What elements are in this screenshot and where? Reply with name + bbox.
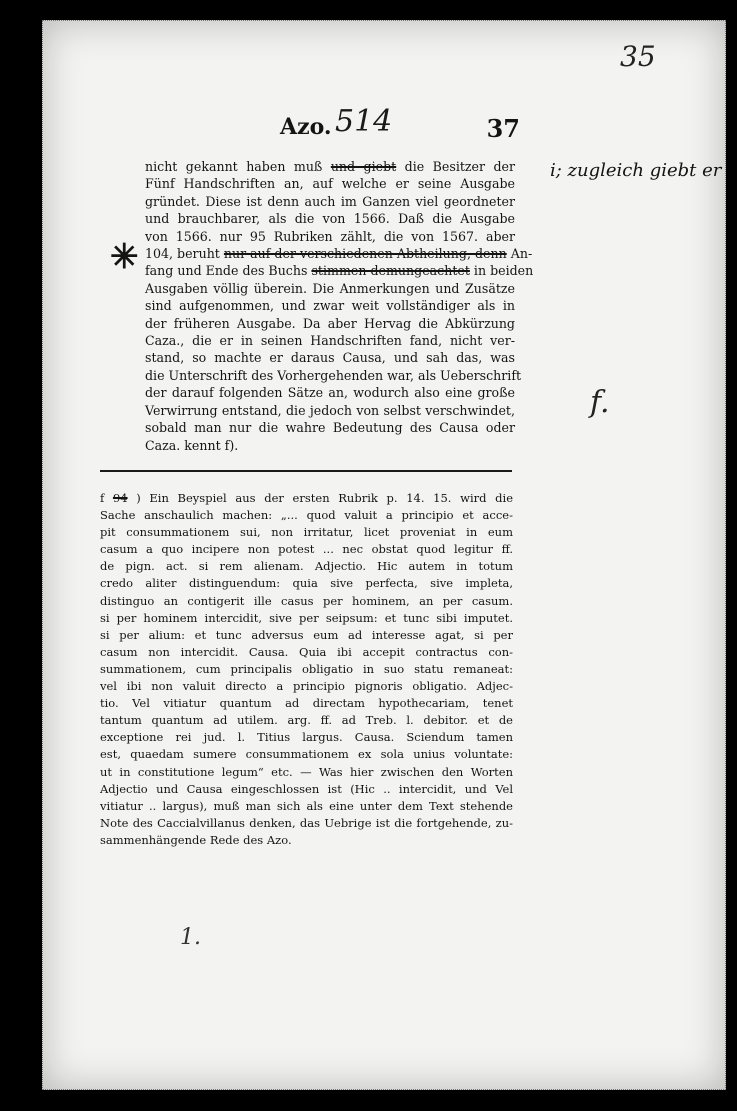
- footnote-line: [100, 815, 513, 832]
- text-line: [145, 384, 515, 401]
- text-line: [145, 193, 515, 210]
- footnote-line: [100, 558, 513, 575]
- text-line: [145, 158, 515, 175]
- text-line-text: Caza. kennt f).: [145, 437, 239, 453]
- footnote-line: [100, 610, 513, 627]
- footnote-line: [100, 764, 513, 781]
- footnote-line: [100, 490, 513, 507]
- footnote-line-text: si per alium: et tunc adversus eum ad interesse agat, si per: [100, 627, 513, 642]
- text-line-text: 104, beruht: [145, 246, 220, 262]
- handwritten-number: 514: [335, 104, 393, 139]
- footnote-line-text: exceptione rei jud. l. Titius largus. Causa. Sciendum tamen: [100, 730, 513, 745]
- asterisk-mark: ✳: [110, 237, 139, 277]
- footnote-line-text: distinguo an contigerit ille casus per hominem, an per casum.: [100, 593, 513, 608]
- footnote-line-text: f: [100, 491, 105, 505]
- text-line-text: An-: [510, 246, 533, 262]
- footnote-line-text: est, quaedam sumere consummationem ex sola unius voluntate:: [100, 747, 513, 762]
- text-line: [145, 437, 515, 454]
- text-line-text: fang und Ende des Buchs: [145, 263, 308, 279]
- footnote-line-text: vitiatur .. largus), muß man sich als eine unter dem Text stehende: [100, 798, 513, 813]
- text-line: [145, 280, 515, 297]
- text-line-text: Caza., die er in seinen Handschriften fand, nicht ver-: [145, 333, 515, 349]
- text-line-text: stand, so machte er daraus Causa, und sah das, was: [145, 350, 515, 366]
- footnote-line: [100, 661, 513, 678]
- footnote-line-text: credo aliter distinguendum: quia sive perfecta, sive impleta,: [100, 576, 513, 591]
- footnote-line-text: tio. Vel vitiatur quantum ad directam hypothecariam, tenet: [100, 696, 513, 711]
- footnote-line: [100, 729, 513, 746]
- text-line: [145, 228, 515, 245]
- text-line: [145, 315, 515, 332]
- text-line: [145, 349, 515, 366]
- footnote-line: [100, 524, 513, 541]
- footnote-line-text: vel ibi non valuit directo a principio pignoris obligatio. Adjec-: [100, 679, 513, 694]
- text-line: [145, 297, 515, 314]
- text-line-text: der früheren Ausgabe. Da aber Hervag die Abkürzung: [145, 315, 515, 331]
- text-line-text: Ausgaben völlig überein. Die Anmerkungen und Zusätze: [145, 280, 515, 296]
- footnote-line: [100, 678, 513, 695]
- running-title: Azo.: [280, 114, 332, 140]
- footnote-rule: [100, 470, 512, 472]
- footnote-line: [100, 712, 513, 729]
- footnote-line: [100, 798, 513, 815]
- text-line: [145, 402, 515, 419]
- text-line-text: von 1566. nur 95 Rubriken zählt, die von 1567. aber: [145, 228, 515, 244]
- text-line-text: der darauf folgenden Sätze an, wodurch also eine große: [145, 385, 515, 401]
- margin-note: i; zugleich giebt er: [550, 160, 722, 181]
- text-line-struck-text: nur auf der verschiedenen Abtheilung, denn: [223, 246, 507, 262]
- footnote-line-text: si per hominem intercidit, sive per seipsum: et tunc sibi imputet.: [100, 610, 513, 625]
- handwritten-mark-bottom: 1.: [180, 925, 201, 950]
- footnote-line-text: de pign. act. si rem alienam. Adjectio. Hic autem in totum: [100, 559, 513, 574]
- footnote-line-struck-text: 94: [112, 491, 128, 505]
- text-line-text: und brauchbarer, als die von 1566. Daß die Ausgabe: [145, 211, 515, 227]
- page-header: [280, 104, 520, 146]
- text-line-text: die Besitzer der: [404, 159, 516, 174]
- page-number: 37: [486, 114, 520, 143]
- text-line-text: sind aufgenommen, und zwar weit vollständiger als in: [145, 298, 515, 314]
- footnote-line: [100, 746, 513, 763]
- text-line: [145, 175, 515, 192]
- footnote-line-text: Note des Caccialvillanus denken, das Uebrige ist die fortgehende, zu-: [100, 815, 513, 830]
- footnote-line-text: casum non intercidit. Causa. Quia ibi accepit contractus con-: [100, 644, 513, 659]
- text-line-text: sobald man nur die wahre Bedeutung des Causa oder: [145, 420, 515, 436]
- footnote-line: [100, 507, 513, 524]
- footnote-line-text: Adjectio und Causa eingeschlossen ist (Hic .. intercidit, und Vel: [100, 781, 513, 796]
- footnote-line: [100, 644, 513, 661]
- footnote: [100, 490, 513, 849]
- text-line-text: nicht gekannt haben muß: [145, 159, 323, 174]
- footnote-line-text: sammenhängende Rede des Azo.: [100, 832, 292, 847]
- text-line-struck-text: und giebt: [330, 159, 397, 174]
- folio-mark: 35: [620, 40, 656, 73]
- text-line-text: gründet. Diese ist denn auch im Ganzen viel geordneter: [145, 193, 515, 209]
- text-line-text: Verwirrung entstand, die jedoch von selbst verschwindet,: [145, 402, 515, 418]
- body-text: [145, 158, 534, 454]
- footnote-line-text: casum a quo incipere non potest ... nec obstat quod legitur ff.: [100, 542, 513, 557]
- footnote-line: [100, 593, 513, 610]
- text-line: [145, 367, 522, 384]
- footnote-line: [100, 832, 513, 849]
- text-line-text: Fünf Handschriften an, auf welche er seine Ausgabe: [145, 176, 515, 192]
- footnote-line-text: ) Ein Beyspiel aus der ersten Rubrik p. 14. 15. wird die: [136, 491, 513, 505]
- text-line: [145, 419, 515, 436]
- footnote-line: [100, 541, 513, 558]
- text-line-struck-text: stimmen demungeachtet: [311, 263, 470, 279]
- footnote-line: [100, 695, 513, 712]
- handwritten-mark-right: f.: [590, 385, 610, 420]
- footnote-line-text: pit consummationem sui, non irritatur, licet proveniat in eum: [100, 525, 513, 540]
- footnote-line-text: summationem, cum principalis obligatio in suo statu remaneat:: [100, 661, 513, 676]
- footnote-line: [100, 575, 513, 592]
- footnote-line: [100, 781, 513, 798]
- text-line: [145, 332, 515, 349]
- footnote-line-text: Sache anschaulich machen: „... quod valuit a principio et acce-: [100, 508, 513, 523]
- text-line-text: die Unterschrift des Vorhergehenden war, als Ueberschrift: [145, 367, 522, 383]
- text-line: [145, 210, 515, 227]
- footnote-line-text: ut in constitutione legum“ etc. — Was hier zwischen den Worten: [100, 764, 513, 779]
- footnote-line: [100, 627, 513, 644]
- footnote-line-text: tantum quantum ad utilem. arg. ff. ad Treb. l. debitor. et de: [100, 713, 513, 728]
- text-line: [145, 262, 534, 279]
- text-line-text: in beiden: [473, 263, 534, 279]
- text-line: [145, 245, 533, 262]
